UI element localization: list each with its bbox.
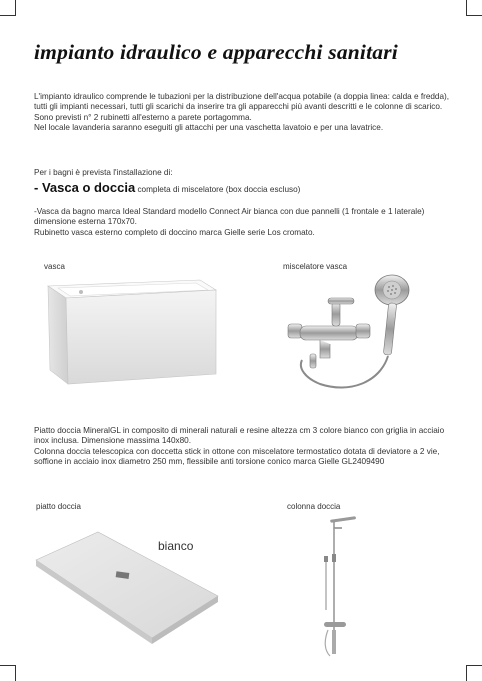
heading-main: Vasca o doccia xyxy=(41,180,136,195)
crop-mark-bottom-right xyxy=(466,665,467,681)
crop-mark-top-left-h xyxy=(0,15,16,16)
caption-miscelatore: miscelatore vasca xyxy=(283,262,348,271)
heading-rest: completa di miscelatore (box doccia escluso) xyxy=(135,185,301,194)
crop-mark-top-right xyxy=(466,0,467,16)
crop-mark-bottom-left-h xyxy=(0,665,16,666)
crop-mark-bottom-left xyxy=(15,665,16,681)
vasca-paragraph: -Vasca da bagno marca Ideal Standard modello Connect Air bianca con due pannelli (1 frontale e 1 laterale) dimensione esterna 170x70. xyxy=(34,207,425,227)
intro-paragraph: Sono previsti n° 2 rubinetti all'esterno a parete portagomma. xyxy=(34,112,252,122)
heading-dash: - xyxy=(34,180,42,195)
caption-vasca: vasca xyxy=(44,262,65,271)
mixer-faucet-image xyxy=(280,272,420,402)
intro-text xyxy=(34,92,459,133)
bathtub-image xyxy=(40,272,220,392)
crop-mark-top-right-h xyxy=(466,15,482,16)
shower-column-image xyxy=(312,514,362,664)
shower-tray-image xyxy=(32,524,232,646)
vasca-description xyxy=(34,207,459,238)
intro-paragraph: Nel locale lavanderia saranno eseguiti gli attacchi per una vaschetta lavatoio e per una lavatrice. xyxy=(34,122,384,132)
doccia-paragraph: Piatto doccia MineralGL in composito di minerali naturali e resine altezza cm 3 colore bianco con griglia in acciaio inox inclusa. Dimensione massima 140x80. xyxy=(34,426,445,446)
vasca-paragraph: Rubinetto vasca esterno completo di doccino marca Gielle serie Los cromato. xyxy=(34,227,315,237)
caption-colonna: colonna doccia xyxy=(287,502,341,511)
crop-mark-bottom-right-h xyxy=(466,665,482,666)
caption-piatto: piatto doccia xyxy=(36,502,81,511)
baths-intro: Per i bagni è prevista l'installazione di: xyxy=(34,168,173,177)
section-heading xyxy=(34,180,300,195)
doccia-description xyxy=(34,426,459,467)
doccia-paragraph: Colonna doccia telescopica con doccetta stick in ottone con miscelatore termostatico dotata di deviatore a 2 vie, soffione in acciaio inox diametro 250 mm, flessibile anti torsione conico marca Gielle GL2409490 xyxy=(34,446,440,466)
intro-paragraph: L'impianto idraulico comprende le tubazioni per la distribuzione dell'acqua potabile (a doppia linea: calda e fredda), tutti gli impianti necessari, tutti gli scarichi da inserire tra gli apparecchi più avanti descritti e le colonne di scarico. xyxy=(34,92,450,112)
tray-color-label: bianco xyxy=(158,539,194,553)
page-title: impianto idraulico e apparecchi sanitari xyxy=(34,40,398,64)
crop-mark-top-left xyxy=(15,0,16,16)
